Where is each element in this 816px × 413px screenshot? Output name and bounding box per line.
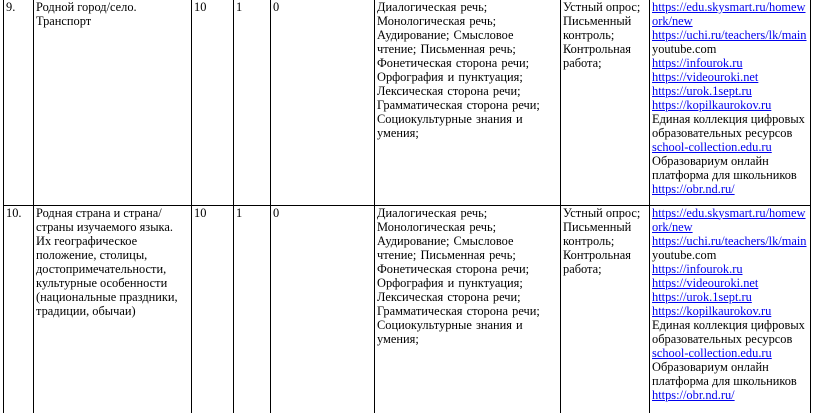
topic-cell	[34, 205, 192, 413]
row-number-cell	[4, 205, 34, 413]
resource-link-urok1sept[interactable]: https://urok.1sept.ru	[652, 84, 752, 98]
resource-link-uchi[interactable]: https://uchi.ru/teachers/lk/main	[652, 28, 807, 42]
hours-total: 10	[194, 205, 207, 220]
control-hours-cell	[234, 0, 271, 205]
control-line: Контрольная	[563, 247, 631, 262]
resource-text-youtube: youtube.com	[652, 42, 717, 56]
resource-link-skysmart[interactable]: https://edu.skysmart.ru/homework/new	[652, 0, 806, 28]
activity-line: Лексическая сторона речи;	[377, 84, 521, 98]
hours-cell	[192, 205, 234, 413]
control-hours-cell	[234, 205, 271, 413]
topic-text: Родной город/село. Транспорт	[36, 0, 137, 28]
activity-line: Орфография и пунктуация;	[377, 70, 523, 84]
activity-line: Лексическая сторона речи;	[377, 289, 521, 304]
resource-link-urok1sept[interactable]: https://urok.1sept.ru	[652, 289, 752, 304]
curriculum-table	[3, 0, 811, 413]
practice-hours-cell	[271, 0, 375, 205]
resource-link-school-collection[interactable]: school-collection.edu.ru	[652, 140, 772, 154]
control-line: работа;	[563, 56, 602, 70]
activity-line: чтение; Письменная речь;	[377, 247, 516, 262]
activity-line: Монологическая речь;	[377, 14, 497, 28]
control-line: Устный опрос;	[563, 0, 641, 14]
control-form-cell	[561, 205, 650, 413]
control-line: Письменный	[563, 219, 632, 234]
hours-cell	[192, 0, 234, 205]
activity-line: чтение; Письменная речь;	[377, 42, 516, 56]
resources-cell	[650, 205, 811, 413]
activity-line: умения;	[377, 126, 419, 140]
hours-control: 1	[236, 0, 243, 14]
resource-text-youtube: youtube.com	[652, 247, 717, 262]
hours-practice: 0	[273, 0, 280, 14]
resource-text-obrazovarium: Образовариум онлайн платформа для школьников	[652, 359, 797, 388]
resource-link-videouroki[interactable]: https://videouroki.net	[652, 275, 759, 290]
activities-cell	[375, 0, 561, 205]
control-line: Контрольная	[563, 42, 631, 56]
activity-line: умения;	[377, 331, 419, 346]
table-row	[4, 0, 811, 205]
control-line: Письменный	[563, 14, 632, 28]
resource-link-infourok[interactable]: https://infourok.ru	[652, 56, 743, 70]
resource-text-obrazovarium: Образовариум онлайн платформа для школьников	[652, 154, 797, 182]
resource-link-obr[interactable]: https://obr.nd.ru/	[652, 182, 735, 196]
control-line: контроль;	[563, 28, 615, 42]
resource-link-skysmart[interactable]: https://edu.skysmart.ru/homework/new	[652, 205, 806, 234]
activity-line: Фонетическая сторона речи;	[377, 56, 530, 70]
activity-line: Фонетическая сторона речи;	[377, 261, 530, 276]
resource-link-school-collection[interactable]: school-collection.edu.ru	[652, 345, 772, 360]
hours-control: 1	[236, 205, 243, 220]
row-number-cell	[4, 0, 34, 205]
resource-link-infourok[interactable]: https://infourok.ru	[652, 261, 743, 276]
activity-line: Социокультурные знания и	[377, 317, 523, 332]
control-line: работа;	[563, 261, 602, 276]
hours-total: 10	[194, 0, 207, 14]
activity-line: Грамматическая сторона речи;	[377, 98, 540, 112]
resource-text-collection: Единая коллекция цифровых образовательных ресурсов	[652, 317, 805, 346]
resource-link-uchi[interactable]: https://uchi.ru/teachers/lk/main	[652, 233, 807, 248]
table-row	[4, 205, 811, 413]
activity-line: Диалогическая речь;	[377, 205, 488, 220]
row-number: 10.	[6, 205, 22, 220]
control-line: контроль;	[563, 233, 615, 248]
resource-text-collection: Единая коллекция цифровых образовательных ресурсов	[652, 112, 805, 140]
resource-link-kopilkaurokov[interactable]: https://kopilkaurokov.ru	[652, 303, 772, 318]
row-number: 9.	[6, 0, 16, 14]
activity-line: Диалогическая речь;	[377, 0, 488, 14]
activity-line: Орфография и пунктуация;	[377, 275, 523, 290]
hours-practice: 0	[273, 205, 280, 220]
topic-cell	[34, 0, 192, 205]
topic-text: Родная страна и страна/страны изучаемого языка. Их географическое положение, столицы, достопримечательности, культурные особенности (национальные праздники, традиции, обычаи)	[36, 205, 178, 318]
practice-hours-cell	[271, 205, 375, 413]
activity-line: Аудирование; Смысловое	[377, 233, 514, 248]
resource-link-videouroki[interactable]: https://videouroki.net	[652, 70, 759, 84]
resources-cell	[650, 0, 811, 205]
control-form-cell	[561, 0, 650, 205]
resource-link-obr[interactable]: https://obr.nd.ru/	[652, 387, 735, 402]
activity-line: Грамматическая сторона речи;	[377, 303, 540, 318]
control-line: Устный опрос;	[563, 205, 641, 220]
activity-line: Аудирование; Смысловое	[377, 28, 514, 42]
activity-line: Социокультурные знания и	[377, 112, 523, 126]
resource-link-kopilkaurokov[interactable]: https://kopilkaurokov.ru	[652, 98, 772, 112]
activity-line: Монологическая речь;	[377, 219, 497, 234]
activities-cell	[375, 205, 561, 413]
